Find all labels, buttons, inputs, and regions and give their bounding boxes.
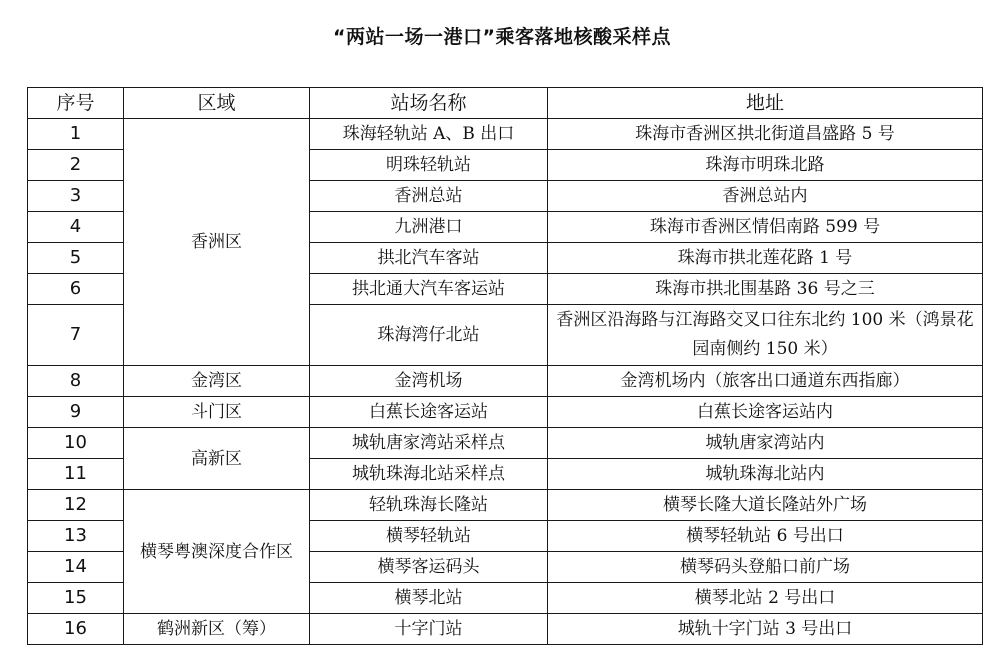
address: 珠海市明珠北路 — [548, 150, 983, 181]
district-cell: 金湾区 — [124, 366, 310, 397]
row-seq: 1 — [28, 119, 124, 150]
table-row — [28, 490, 983, 521]
row-seq: 7 — [28, 305, 124, 366]
address: 香洲总站内 — [548, 181, 983, 212]
row-seq: 16 — [28, 614, 124, 645]
district-cell: 香洲区 — [124, 119, 310, 366]
station-name: 横琴客运码头 — [310, 552, 548, 583]
header-address: 地址 — [548, 88, 983, 119]
row-seq: 11 — [28, 459, 124, 490]
row-seq: 2 — [28, 150, 124, 181]
address: 城轨十字门站 3 号出口 — [548, 614, 983, 645]
address: 珠海市香洲区情侣南路 599 号 — [548, 212, 983, 243]
header-district: 区域 — [124, 88, 310, 119]
row-seq: 8 — [28, 366, 124, 397]
address: 香洲区沿海路与江海路交叉口往东北约 100 米（鸿景花园南侧约 150 米） — [548, 305, 983, 366]
sampling-sites-table — [27, 87, 983, 645]
row-seq: 6 — [28, 274, 124, 305]
district-cell: 横琴粤澳深度合作区 — [124, 490, 310, 614]
header-seq: 序号 — [28, 88, 124, 119]
row-seq: 12 — [28, 490, 124, 521]
row-seq: 9 — [28, 397, 124, 428]
station-name: 轻轨珠海长隆站 — [310, 490, 548, 521]
station-name: 横琴轻轨站 — [310, 521, 548, 552]
address: 横琴码头登船口前广场 — [548, 552, 983, 583]
address: 横琴北站 2 号出口 — [548, 583, 983, 614]
row-seq: 5 — [28, 243, 124, 274]
district-cell: 斗门区 — [124, 397, 310, 428]
table-row — [28, 428, 983, 459]
station-name: 拱北汽车客站 — [310, 243, 548, 274]
station-name: 珠海湾仔北站 — [310, 305, 548, 366]
table-row — [28, 614, 983, 645]
station-name: 横琴北站 — [310, 583, 548, 614]
address: 白蕉长途客运站内 — [548, 397, 983, 428]
address: 横琴长隆大道长隆站外广场 — [548, 490, 983, 521]
row-seq: 13 — [28, 521, 124, 552]
district-cell: 鹤洲新区（筹） — [124, 614, 310, 645]
station-name: 城轨珠海北站采样点 — [310, 459, 548, 490]
page-title: “两站一场一港口”乘客落地核酸采样点 — [333, 26, 671, 48]
address: 金湾机场内（旅客出口通道东西指廊） — [548, 366, 983, 397]
address: 横琴轻轨站 6 号出口 — [548, 521, 983, 552]
station-name: 九洲港口 — [310, 212, 548, 243]
station-name: 珠海轻轨站 A、B 出口 — [310, 119, 548, 150]
station-name: 白蕉长途客运站 — [310, 397, 548, 428]
station-name: 十字门站 — [310, 614, 548, 645]
header-station: 站场名称 — [310, 88, 548, 119]
row-seq: 4 — [28, 212, 124, 243]
address: 城轨珠海北站内 — [548, 459, 983, 490]
row-seq: 14 — [28, 552, 124, 583]
row-seq: 15 — [28, 583, 124, 614]
table-row — [28, 366, 983, 397]
table-row — [28, 397, 983, 428]
address: 珠海市拱北莲花路 1 号 — [548, 243, 983, 274]
station-name: 城轨唐家湾站采样点 — [310, 428, 548, 459]
table-row — [28, 119, 983, 150]
row-seq: 3 — [28, 181, 124, 212]
station-name: 金湾机场 — [310, 366, 548, 397]
station-name: 明珠轻轨站 — [310, 150, 548, 181]
district-cell: 高新区 — [124, 428, 310, 490]
row-seq: 10 — [28, 428, 124, 459]
station-name: 香洲总站 — [310, 181, 548, 212]
table-header-row — [28, 88, 983, 119]
address: 珠海市拱北围基路 36 号之三 — [548, 274, 983, 305]
address: 城轨唐家湾站内 — [548, 428, 983, 459]
address: 珠海市香洲区拱北街道昌盛路 5 号 — [548, 119, 983, 150]
station-name: 拱北通大汽车客运站 — [310, 274, 548, 305]
